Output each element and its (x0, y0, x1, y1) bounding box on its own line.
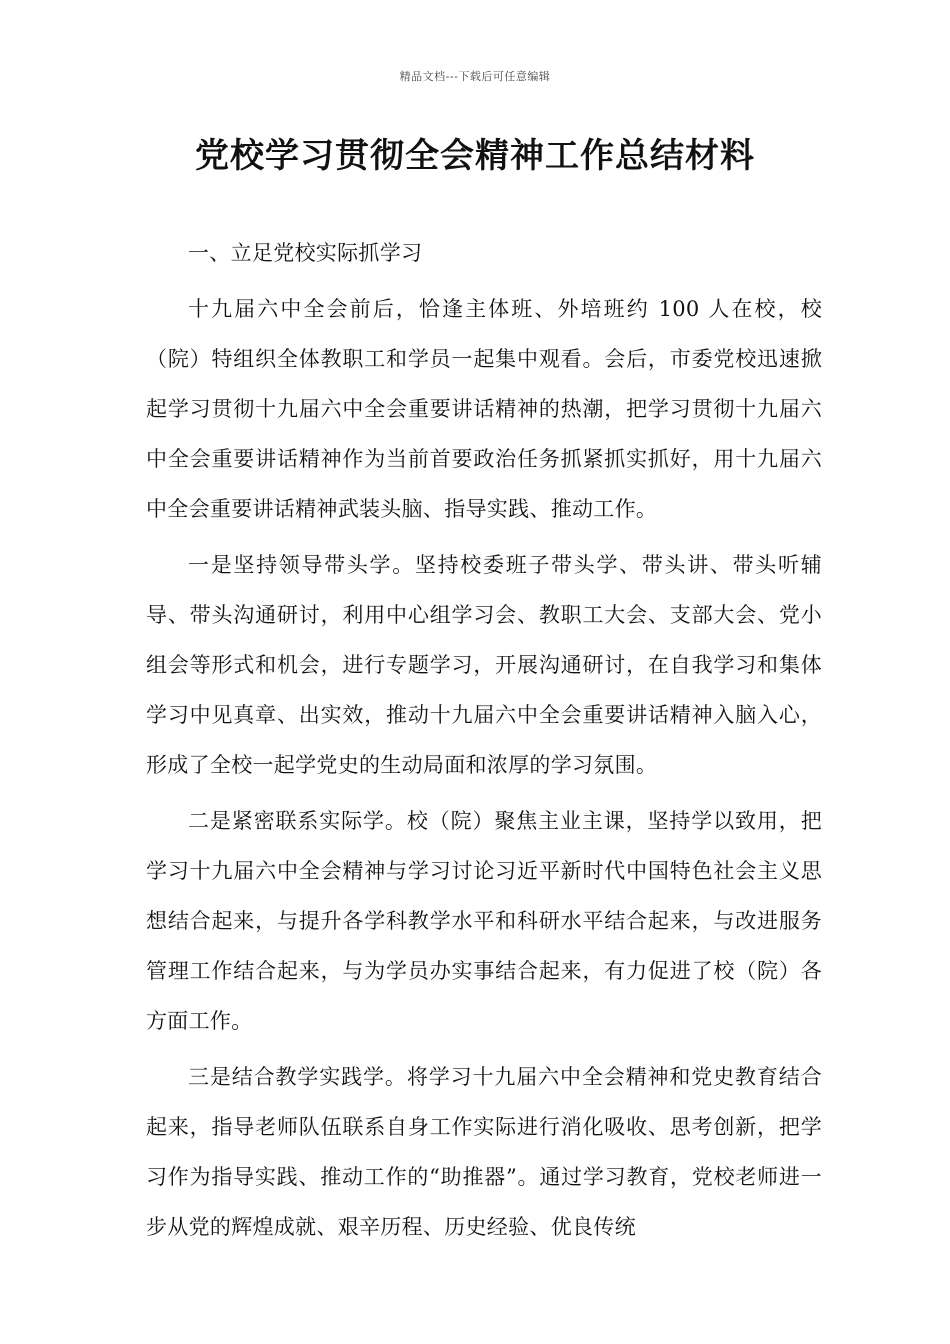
document-body (146, 228, 822, 1258)
header-note: 精品文档---下载后可任意编辑 (399, 70, 551, 83)
document-title: 党校学习贯彻全会精神工作总结材料 (195, 136, 755, 176)
section-heading: 一、立足党校实际抓学习 (188, 241, 423, 265)
paragraph-intro: 十九届六中全会前后，恰逢主体班、外培班约 100 人在校，校（院）特组织全体教职工和学员一起集中观看。会后，市委党校迅速掀起学习贯彻十九届六中全会重要讲话精神的热潮，把学习贯彻十九届六中全会重要讲话精神作为当前首要政治任务抓紧抓实抓好，用十九届六中全会重要讲话精神武装头脑、指导实践、推动工作。 (146, 297, 822, 521)
paragraph-leadership: 一是坚持领导带头学。坚持校委班子带头学、带头讲、带头听辅导、带头沟通研讨，利用中心组学习会、教职工大会、支部大会、党小组会等形式和机会，进行专题学习，开展沟通研讨，在自我学习和集体学习中见真章、出实效，推动十九届六中全会重要讲话精神入脑入心，形成了全校一起学党史的生动局面和浓厚的学习氛围。 (146, 553, 822, 777)
paragraph-practice: 二是紧密联系实际学。校（院）聚焦主业主课，坚持学以致用，把学习十九届六中全会精神与学习讨论习近平新时代中国特色社会主义思想结合起来，与提升各学科教学水平和科研水平结合起来，与改进服务管理工作结合起来，与为学员办实事结合起来，有力促进了校（院）各方面工作。 (146, 809, 822, 1033)
paragraph-teaching: 三是结合教学实践学。将学习十九届六中全会精神和党史教育结合起来，指导老师队伍联系自身工作实际进行消化吸收、思考创新，把学习作为指导实践、推动工作的“助推器”。通过学习教育，党校老师进一步从党的辉煌成就、艰辛历程、历史经验、优良传统 (146, 1065, 822, 1239)
